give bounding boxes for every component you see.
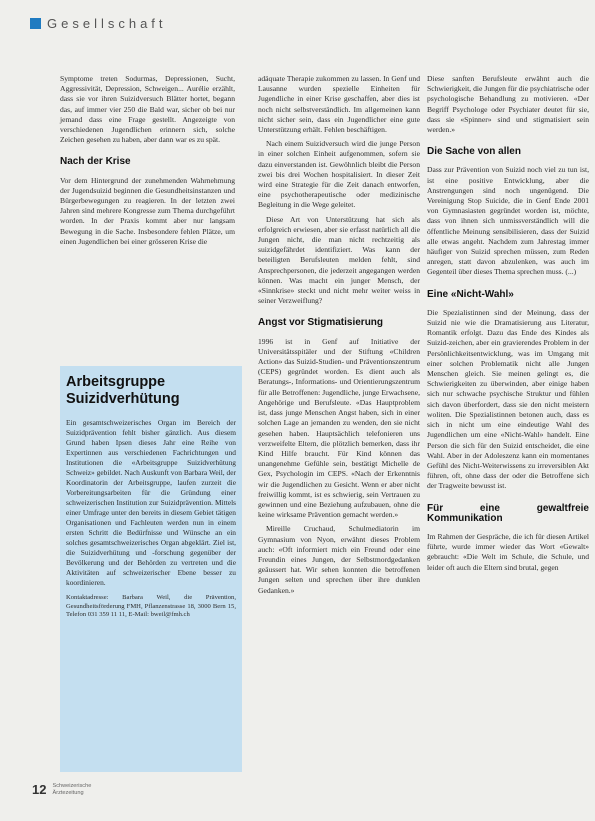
heading-die-sache-von-allen: Die Sache von allen	[427, 146, 521, 158]
info-box-title: Arbeitsgruppe Suizidverhütung	[66, 374, 180, 407]
heading-angst-vor-stigmatisierung: Angst vor Stigmatisierung	[258, 317, 384, 329]
info-box-contact: Kontaktadresse: Barbara Weil, die Prävention, Gesundheitsförderung FMH, Pflanzenstrasse 18, 3000 Bern 15, Telefon 031 359 11 11, E-Mail: bweil@fmh.ch	[66, 594, 236, 619]
section-header	[30, 14, 167, 32]
column-2	[258, 74, 420, 600]
col1-paragraph-2: Vor dem Hintergrund der zunehmenden Wahrnehmung der Jugendsuizid beginnen die Gesundheitsinstanzen und Bürgerbewegungen zu reagieren. In der letzten zwei Jahren sind mehrere Kongresse zum Thema durchgeführt worden. In der Praxis kommt aber nur langsam Bewegung in die Sache. Insbesondere fehlen Plätze, um einen Jugendlichen bei einer grösseren Krise die	[60, 175, 235, 246]
column-3	[427, 74, 589, 577]
section-marker-icon	[30, 18, 41, 29]
info-box-text: Ein gesamtschweizerisches Organ im Bereich der Suizidprävention fehlt bisher gänzlich. Aus diesem Grund haben Ipsen dieses Jahr eine Reihe von Expertinnen aus verschiedenen Fachrichtungen und Institutionen die «Arbeitsgruppe Suizidverhütung Schweiz» gebildet. Nach Auskunft von Barbara Weil, der Koordinatorin der Arbeitsgruppe, laufen zurzeit die Vorbereitungsarbeiten für die Gründung einer schweizerischen Institution zur Suizidprävention. Mittels einer Umfrage unter den bereits in diesem Gebiet tätigen Organisationen und Fachleuten werden nun in einem ersten Schritt die Bedürfnisse und Wünsche an ein solches gesamtschweizerisches Organ abgeklärt. Ziel ist, die Suizidverhütung und -forschung gegenüber der Bevölkerung und der Behörden zu vertreten und die Aktivitäten auf schweizerischer Ebene besser zu koordinieren.	[66, 418, 236, 587]
page-number: 12	[32, 782, 47, 797]
heading-nach-der-krise: Nach der Krise	[60, 156, 131, 168]
col2-paragraph-3: Diese Art von Unterstützung hat sich als erfolgreich erwiesen, aber sie erfasst natürlich all die Jungen nicht, die man nicht rechtzeitig als suizidgefährdet identifiziert. Was kann der beteiligten Berufsleuten melden fehlt, sind Ansprechpersonen, die jederzeit angegangen werden können. Was macht ein junger Mensch, der «Sinnkrise» steckt und nicht mehr weiter weiss in seiner Verzweiflung?	[258, 214, 420, 306]
col2-paragraph-4: 1996 ist in Genf auf Initiative der Universitätsspitäler und der Stiftung «Children Action» das Suizid-Studien- und Präventionszentrum (CEPS) gegründet worden. Es dient auch als Beratungs-, Informations- und Orientierungszentrum für alle Betroffenen: Jugendliche, junge Erwachsene, Angehörige und Berufsleute. «Das Hauptproblem ist, dass junge Menschen Angst haben, sich in einer solchen Lage an jemanden zu wenden, den sie nicht gesehen haben. Hauptsächlich telefonieren uns verzweifelte Eltern, die plötzlich bemerken, dass ihr Kind Hilfe braucht. Für Kind können das unangenehme Gefühle sein, bestätigt Michelle de Gex, Psychologin im CEPS. «Nach der Erkenntnis wir die Jugendlichen zu Gesicht. Wenn er aber nicht freiwillig kommt, ist es schwierig, sein Vertrauen zu gewinnen und eine Beziehung aufzubauen, ohne die keine wirksame Prävention gemacht werden.»	[258, 336, 420, 520]
col3-paragraph-3: Die Spezialistinnen sind der Meinung, dass der Suizid nie wie die Dramatisierung aus Literatur, Romantik erfolgt. Dazu das Ende des Kindes als Suizid-zeichen, aber ein gravierendes Problem in der Persönlichkeitsentwicklung, was im Umgang mit einer solchen Problematik nicht alle Jungen Menschen gleich. Sie meinen gelingt es, die Schwierigkeiten zu überwinden, aber einige haben sich nur schwache psychische Struktur und fühlen sich davon überfordert, dass sie den nicht meistern woliten. Die Spezialistinnen betonen auch, dass es sich in nicht um eine eindeutige Wahl des Jugendlichen um eine «Nicht-Wahl» handelt. Eine Person die sich für den Suizid entscheidet, die eine Wahl. Aber in der Adoleszenz kann ein momentanes Gefühl des Nicht-Weiterwissens zu irreversiblen Akt führen, oft, ohne dass der oder die Betroffene sich der Tragweite bewusst ist.	[427, 307, 589, 491]
col3-paragraph-1: Diese sanften Berufsleute erwähnt auch die Schwierigkeit, die Jungen für die psychiatrische oder psychologische Behandlung zu motivieren. «Der Begriff Psychologe oder Psychiater deutet für sie, dass sie «Spinner» sind und stigmatisiert sein werden.»	[427, 74, 589, 135]
heading-gewaltfreie-kommunikation: Für eine gewaltfreie Kommunikation	[427, 502, 589, 524]
publication-line-1: Schweizerische	[52, 782, 92, 789]
col2-paragraph-1: adäquate Therapie zukommen zu lassen. In Genf und Lausanne wurden spezielle Einheiten für Jugendliche in einer Krise geschaffen, aber dies ist noch nicht selbstverständlich. Im allgemeinen kann nicht sicher sein, dass ein Jugendlicher eine gute Unterstützung erhält. Fehlen beschäftigen.	[258, 74, 420, 135]
info-box	[60, 366, 242, 772]
publication-line-2: Ärztezeitung	[52, 789, 84, 796]
col3-paragraph-2: Dass zur Prävention von Suizid noch viel zu tun ist, ist eine positive Entwicklung, aber die Anstrengungen sind noch ungenügend. Die Vereinigung Stop Suicide, die in Genf Ende 2001 von Gymnasiasten gegründet worden ist, möchte, dass von ihnen sich unmissverständlich will die öffentliche Meinung sensibilisieren, dass der Suizid alle etwas angeht. Nachdem zum Jahrestag immer häufiger von Suizid sprechen müssen, zum Reden anregen, statt davon abzulenken, was auch im Gegenteil über dieses Thema sprechen muss. (...)	[427, 165, 589, 277]
publication-name	[52, 783, 91, 797]
col2-paragraph-5: Mireille Cruchaud, Schulmediatorin im Gymnasium von Nyon, erwähnt dieses Problem auch: «Oft informiert mich ein Freund oder eine Freundin eines Jungen, der Selbstmordgedanken geäussert hat. Wir sehen konnten die betroffenen Jungen selten und sprechen über ihre dunklen Gedanken.»	[258, 524, 420, 595]
column-1	[60, 74, 235, 251]
col1-paragraph-1: Symptome treten Sodurmas, Depressionen, Sucht, Aggressivität, Depression, Schweigen... Aurélie erzählt, dass sie vor ihren Suizidversuch Blätter hortet, begann das, auf immer vier 250 die Bald war, sicher ob bei nur jemand dass eine Frage gestellt. Angezeigte von verschiedenen Jugendlichen erinnern sich, solche Zeichen gesehen zu haben, aber dann war es zu spät.	[60, 74, 235, 145]
col3-paragraph-4: Im Rahmen der Gespräche, die ich für diesen Artikel führte, wurde immer wieder das Wort «Gewalt» gebraucht: «Die Welt im Schule, die Schule, und leider oft auch die Eltern sind brutal, gegen	[427, 531, 589, 572]
col2-paragraph-2: Nach einem Suizidversuch wird die junge Person in einer solchen Einheit aufgenommen, sofern sie dazu einverstanden ist. Gewöhnlich bleibt die Person zwei bis drei Wochen hospitalisiert. In dieser Zeit wird eine Strategie für die Zeit danach entworfen, eine psychotherapeutische oder medizinische Begleitung in die Wege geleitet.	[258, 139, 420, 210]
heading-eine-nicht-wahl: Eine «Nicht-Wahl»	[427, 288, 514, 300]
section-title: Gesellschaft	[47, 15, 167, 31]
page-footer	[32, 782, 91, 797]
